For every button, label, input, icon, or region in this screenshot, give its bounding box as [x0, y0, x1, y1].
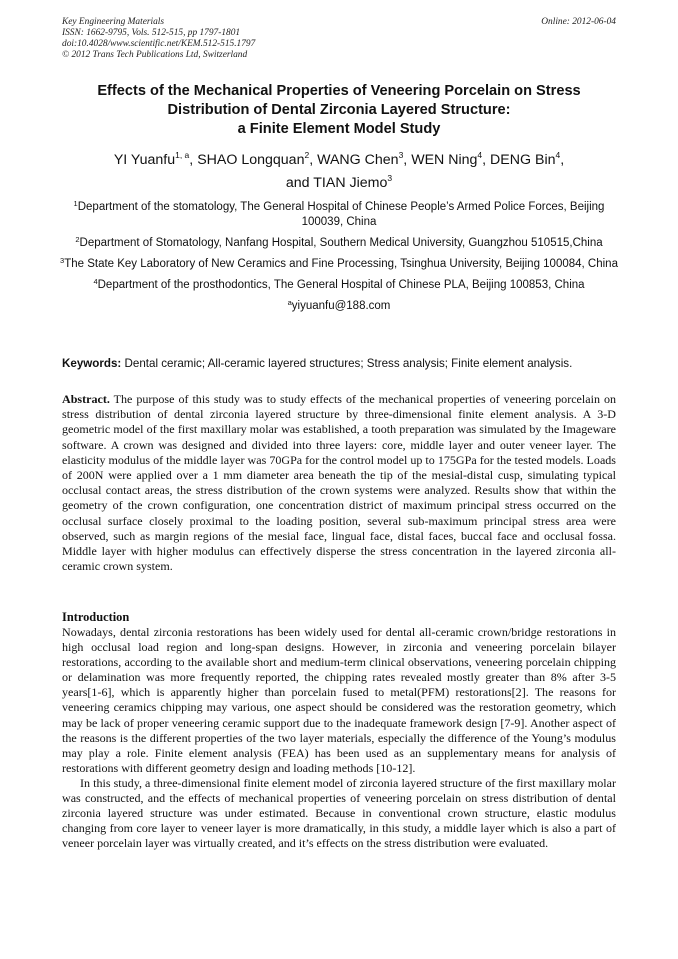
title-line-1: Effects of the Mechanical Properties of Veneering Porcelain on Stress — [97, 83, 581, 99]
affiliation-text: Department of the stomatology, The General Hospital of Chinese People’s Armed Police Forces, Beijing 100039, China — [77, 201, 605, 228]
abstract — [62, 392, 616, 574]
keywords — [62, 356, 622, 371]
intro-paragraph-2: In this study, a three-dimensional finite element model of zirconia layered structure of the first maxillary molar was constructed, and the effects of mechanical properties of veneering porcelain on stress distribution of dental zirconia layered structure was under estimated. Because in conventional crown structure, elastic modulus changing from core layer to veneer layer is more dramatically, in this study, a middle layer which is also a part of veneer porcelain layer was virtually created, and it’s effects on the stress distribution were evaluated. — [62, 775, 616, 851]
email-line — [55, 299, 623, 314]
author-name: TIAN Jiemo — [313, 175, 388, 191]
issn-line: ISSN: 1662-9795, Vols. 512-515, pp 1797-1801 — [62, 28, 241, 38]
doi-line: doi:10.4028/www.scientific.net/KEM.512-515.1797 — [62, 39, 256, 49]
affiliation-sup: 2 — [75, 235, 80, 244]
email-address[interactable]: yiyuanfu@188.com — [291, 300, 391, 312]
title-line-3: a Finite Element Model Study — [237, 121, 441, 137]
journal-name: Key Engineering Materials — [62, 17, 165, 27]
online-date: Online: 2012-06-04 — [541, 17, 616, 27]
affiliation-text: Department of the prosthodontics, The General Hospital of Chinese PLA, Beijing 100853, China — [97, 279, 585, 291]
author-sup: 4 — [477, 150, 483, 160]
affiliation-sup: 1 — [73, 199, 78, 208]
author-sup: 2 — [304, 150, 310, 160]
author-sup: 4 — [555, 150, 561, 160]
intro-paragraph-1: Nowadays, dental zirconia restorations has been widely used for dental all-ceramic crown/bridge restorations in high occlusal load region and long-span designs. However, in zirconia and veneering porcelain bilayer restorations, according to the available short and medium-term clinical observations, veneering porcelain chipping or delamination was more frequently reported, the chipping rates revealed mostly greater than 8% after 3-5 years[1-6], which is apparently higher than porcelain fused to metal(PFM) restorations[2]. The reasons for veneering ceramics chipping may various, one aspect should be considered was the restoration geometry, which may be lack of proper veneering ceramic support due to the inadequate framework design [7-9]. Another aspect of the reasons is the different properties of the two layer materials, especially the difference of the Young’s modulus may play a role. Finite element analysis (FEA) has been used as an supplementary means for analysis of restorations with different geometry design and loading methods [10-12]. — [62, 625, 616, 775]
author-list — [40, 149, 638, 195]
author-line-2 — [40, 172, 638, 195]
author-name: WANG Chen — [317, 152, 399, 168]
affiliation-2 — [55, 236, 623, 251]
email-sup: a — [287, 298, 292, 307]
affiliation-list — [55, 200, 623, 320]
affiliation-text: The State Key Laboratory of New Ceramics and Fine Processing, Tsinghua University, Beijing 100084, China — [64, 258, 618, 270]
introduction-heading: Introduction — [62, 610, 130, 624]
title-line-2: Distribution of Dental Zirconia Layered Structure: — [167, 102, 511, 118]
author-name: SHAO Longquan — [197, 152, 305, 168]
copyright-line: © 2012 Trans Tech Publications Ltd, Switzerland — [62, 50, 248, 60]
author-name: DENG Bin — [490, 152, 556, 168]
author-line-1: YI Yuanfu$^{1, a}$, SHAO Longquan$^2$, WANG Chen$^3$, WEN Ning$^4$, DENG Bin$^4$, — [113, 150, 565, 168]
author-and: and — [285, 175, 310, 191]
abstract-label: Abstract. — [62, 392, 110, 406]
author-name: YI Yuanfu — [113, 152, 176, 168]
author-sup: 3 — [398, 150, 404, 160]
affiliation-3 — [55, 257, 623, 272]
author-sup: 3 — [387, 173, 393, 183]
affiliation-sup: 3 — [60, 256, 65, 265]
abstract-text: The purpose of this study was to study effects of the mechanical properties of veneering porcelain on stress distribution of dental zirconia layered structure by three-dimensional finite element analysis. A 3-D geometric model of the first maxillary molar was established, a tooth preparation was simulated by the Imageware software. A crown was designed and divided into three layers: core, middle layer and outer veneer layer. The elasticity modulus of the middle layer was 70GPa for the control model up to 175GPa for the tested models. Loads of 200N were applied over a 1 mm diameter area beneath the tip of the mesial-distal cusp, simulating typical occlusal contact areas, the stress distribution of the crown systems were analyzed. Results show that within the geometry of the crown configuration, one concentration district of maximum principal stress occurred on the occlusal surface closely proximal to the loading position, several sub-maximum principal stress area were observed, such as margin regions of the mesial face, lingual face, distal faces, buccal face and occlusal fossa. Middle layer with higher modulus can effectively disperse the stress concentration in the layered zirconia all-ceramic crown system. — [62, 392, 616, 574]
keywords-label: Keywords: — [62, 357, 122, 370]
journal-header — [62, 17, 616, 61]
introduction-body — [62, 625, 616, 851]
affiliation-1 — [55, 200, 623, 230]
affiliation-text: Department of Stomatology, Nanfang Hospital, Southern Medical University, Guangzhou 510515,China — [79, 237, 603, 249]
affiliation-sup: 4 — [93, 277, 98, 286]
keywords-text: Dental ceramic; All-ceramic layered structures; Stress analysis; Finite element analysis. — [124, 357, 573, 370]
author-name: WEN Ning — [411, 152, 478, 168]
paper-title — [40, 82, 638, 139]
author-sup: 1, a — [175, 150, 190, 160]
affiliation-4 — [55, 278, 623, 293]
